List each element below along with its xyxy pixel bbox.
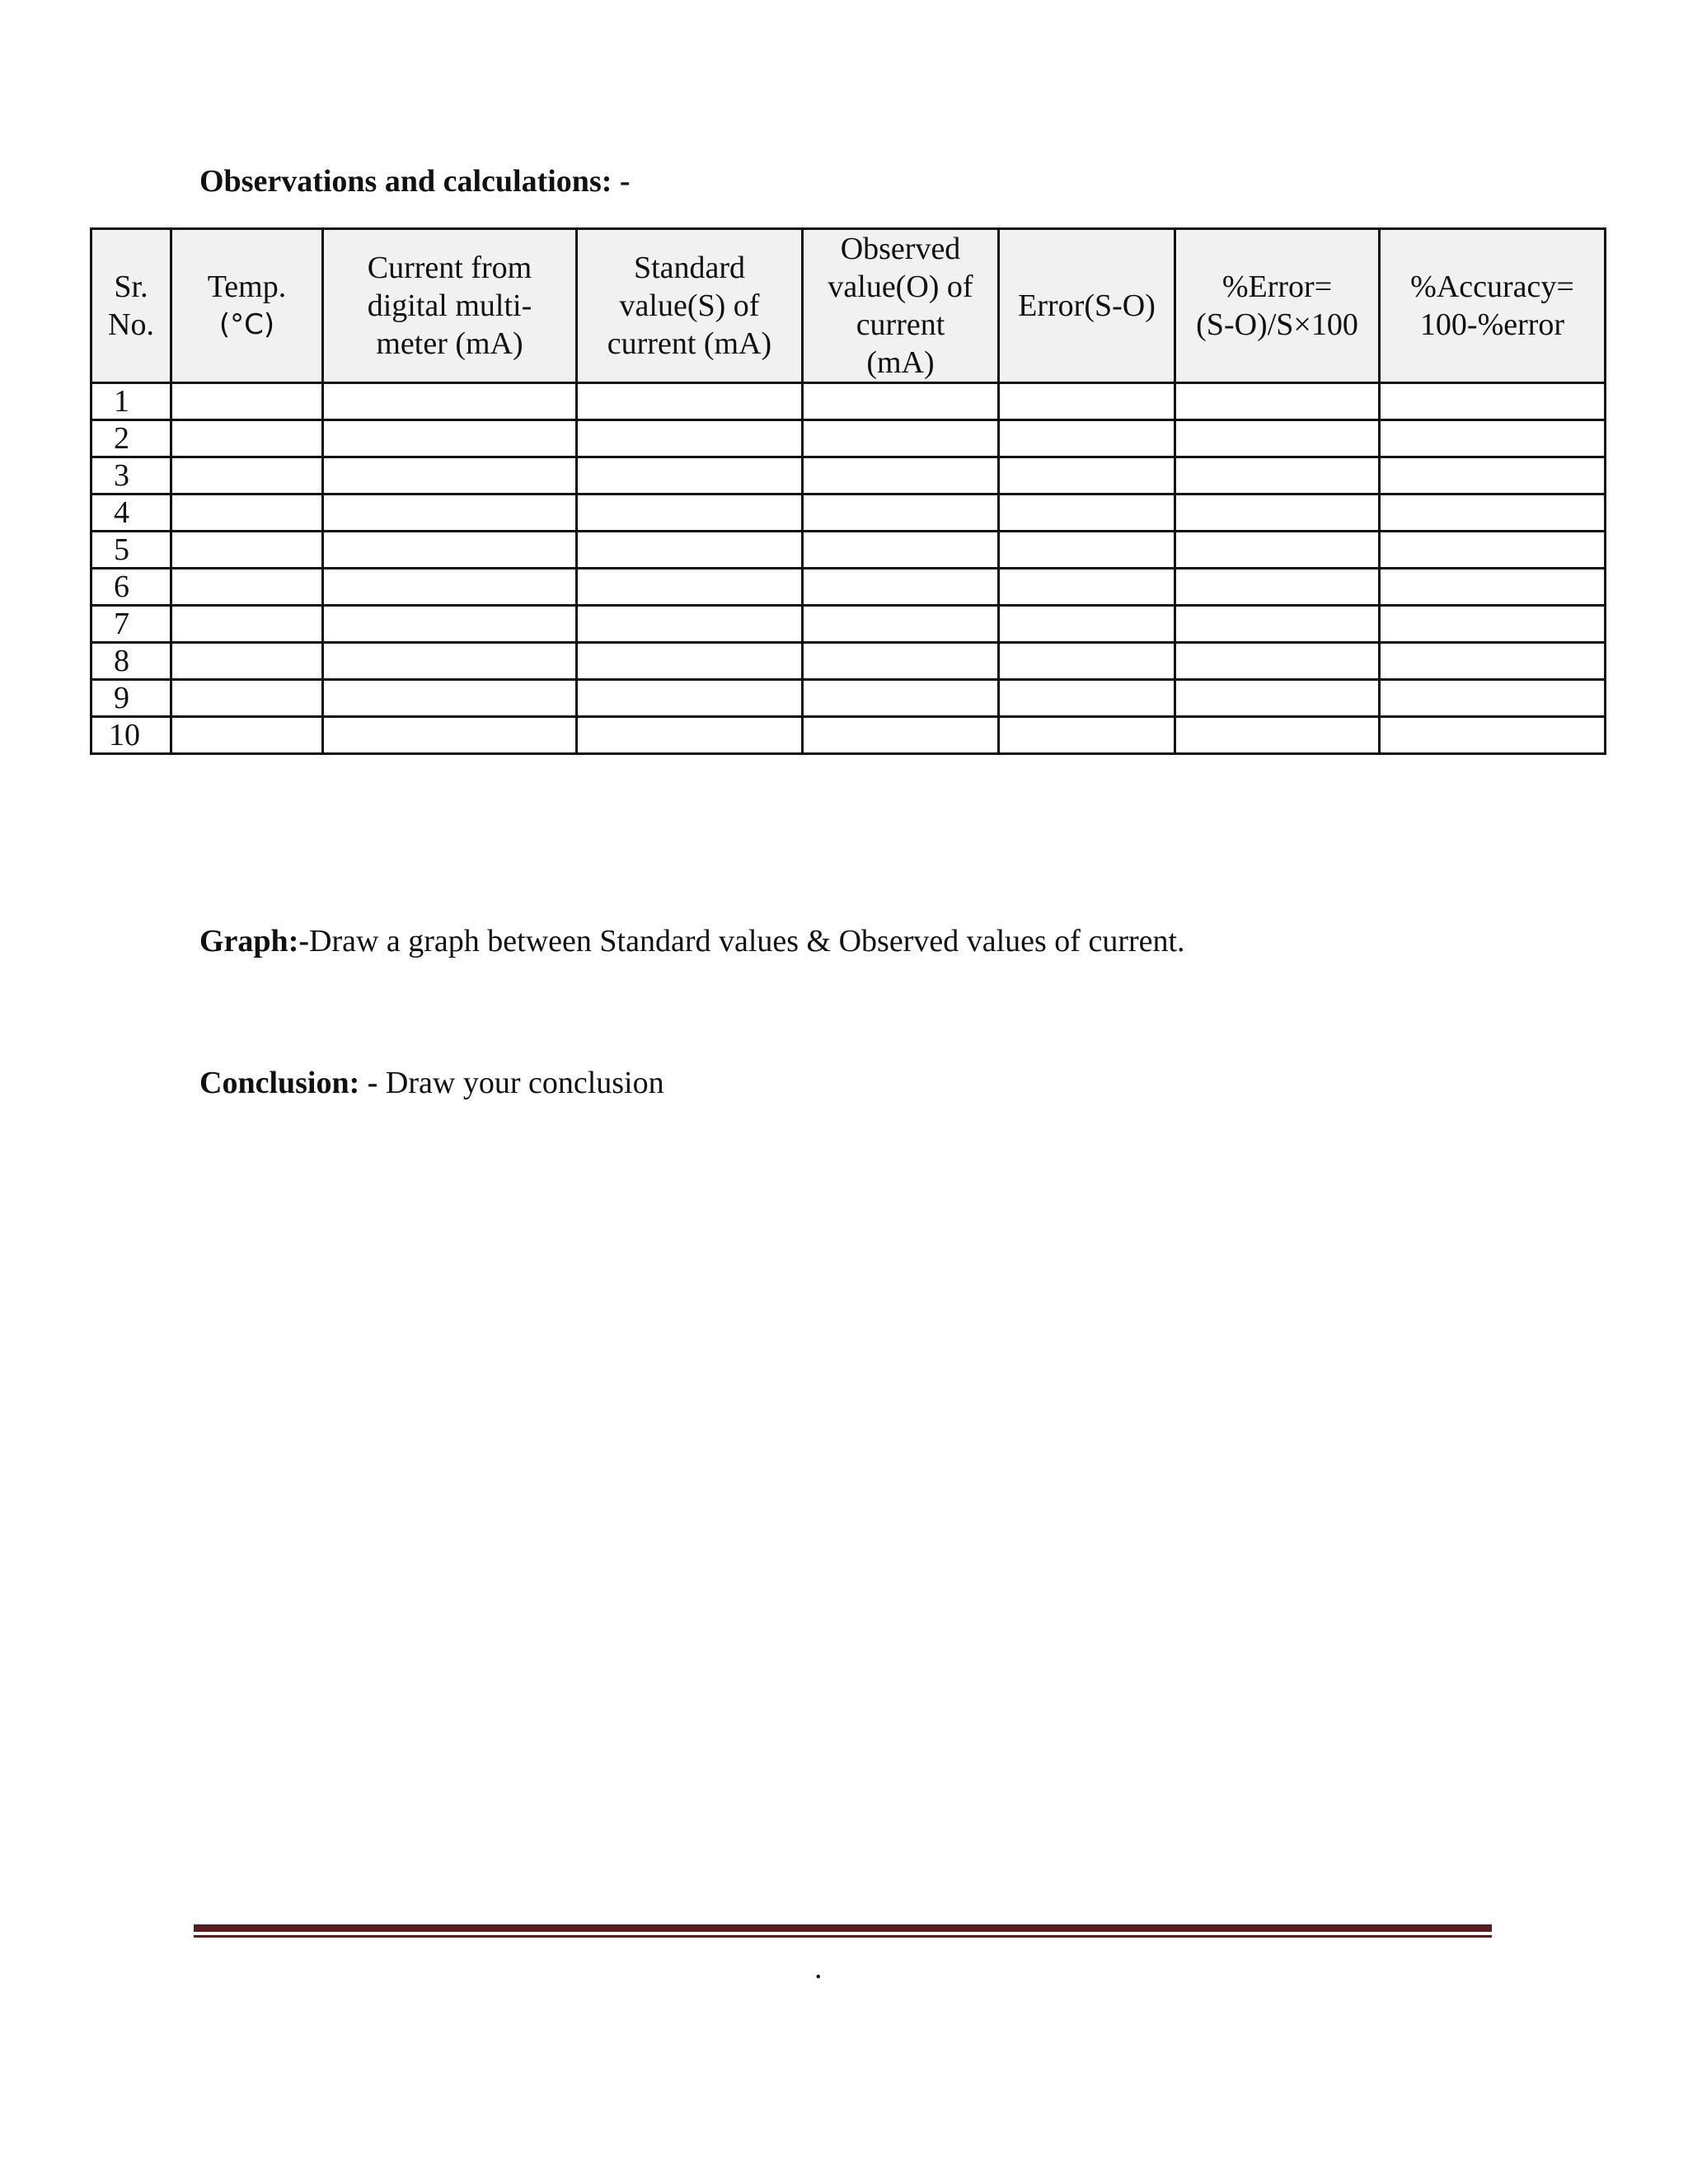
graph-text: Draw a graph between Standard values & Observed values of current. xyxy=(309,924,1185,958)
blank-entry-cell xyxy=(1175,606,1380,643)
blank-entry-cell xyxy=(171,569,323,606)
header-percent-error: %Error= (S-O)/S×100 xyxy=(1175,229,1380,383)
table-row xyxy=(91,383,1606,420)
blank-entry-cell xyxy=(1175,717,1380,754)
blank-entry-cell xyxy=(1380,383,1606,420)
section-heading: Observations and calculations: - xyxy=(199,164,631,199)
observations-table xyxy=(90,227,1606,755)
blank-entry-cell xyxy=(1380,494,1606,532)
header-current-dmm: Current from digital multi- meter (mA) xyxy=(323,229,577,383)
blank-entry-cell xyxy=(323,643,577,680)
blank-entry-cell xyxy=(577,680,803,717)
blank-entry-cell xyxy=(803,606,999,643)
blank-entry-cell xyxy=(323,383,577,420)
blank-entry-cell xyxy=(1175,532,1380,569)
blank-entry-cell xyxy=(171,680,323,717)
blank-entry-cell xyxy=(803,643,999,680)
blank-entry-cell xyxy=(803,383,999,420)
blank-entry-cell xyxy=(171,420,323,457)
conclusion-text: Draw your conclusion xyxy=(377,1066,664,1100)
header-temperature: Temp. (°C) xyxy=(171,229,323,383)
conclusion-label: Conclusion: - xyxy=(199,1066,378,1100)
sr-no-cell: 2 xyxy=(91,420,171,457)
blank-entry-cell xyxy=(323,532,577,569)
blank-entry-cell xyxy=(1175,680,1380,717)
blank-entry-cell xyxy=(577,457,803,494)
blank-entry-cell xyxy=(1380,717,1606,754)
sr-no-cell: 5 xyxy=(91,532,171,569)
blank-entry-cell xyxy=(323,569,577,606)
blank-entry-cell xyxy=(1380,457,1606,494)
blank-entry-cell xyxy=(1380,420,1606,457)
blank-entry-cell xyxy=(171,457,323,494)
sr-no-cell: 7 xyxy=(91,606,171,643)
header-sr-no: Sr. No. xyxy=(91,229,171,383)
blank-entry-cell xyxy=(803,457,999,494)
sr-no-cell: 3 xyxy=(91,457,171,494)
table-row xyxy=(91,532,1606,569)
blank-entry-cell xyxy=(999,717,1175,754)
blank-entry-cell xyxy=(171,494,323,532)
blank-entry-cell xyxy=(171,383,323,420)
footer-rule xyxy=(194,1924,1492,1932)
blank-entry-cell xyxy=(577,643,803,680)
sr-no-cell: 10 xyxy=(91,717,171,754)
blank-entry-cell xyxy=(323,494,577,532)
blank-entry-cell xyxy=(1175,494,1380,532)
blank-entry-cell xyxy=(1380,680,1606,717)
header-percent-accuracy: %Accuracy= 100-%error xyxy=(1380,229,1606,383)
blank-entry-cell xyxy=(803,494,999,532)
blank-entry-cell xyxy=(999,606,1175,643)
blank-entry-cell xyxy=(999,643,1175,680)
blank-entry-cell xyxy=(577,494,803,532)
blank-entry-cell xyxy=(577,420,803,457)
blank-entry-cell xyxy=(323,457,577,494)
blank-entry-cell xyxy=(1175,643,1380,680)
blank-entry-cell xyxy=(1175,383,1380,420)
table-row xyxy=(91,420,1606,457)
blank-entry-cell xyxy=(999,494,1175,532)
blank-entry-cell xyxy=(803,569,999,606)
blank-entry-cell xyxy=(323,717,577,754)
blank-entry-cell xyxy=(323,420,577,457)
blank-entry-cell xyxy=(1175,420,1380,457)
footer-rule-thin xyxy=(194,1935,1492,1938)
blank-entry-cell xyxy=(171,643,323,680)
blank-entry-cell xyxy=(1380,532,1606,569)
sr-no-cell: 9 xyxy=(91,680,171,717)
table-row xyxy=(91,494,1606,532)
table-row xyxy=(91,717,1606,754)
table-header-row xyxy=(91,229,1606,383)
blank-entry-cell xyxy=(803,717,999,754)
blank-entry-cell xyxy=(171,717,323,754)
blank-entry-cell xyxy=(1380,569,1606,606)
conclusion-instruction xyxy=(199,1063,664,1103)
blank-entry-cell xyxy=(1175,457,1380,494)
header-observed-value: Observed value(O) of current (mA) xyxy=(803,229,999,383)
blank-entry-cell xyxy=(999,420,1175,457)
table-row xyxy=(91,457,1606,494)
header-error: Error(S-O) xyxy=(999,229,1175,383)
blank-entry-cell xyxy=(323,606,577,643)
blank-entry-cell xyxy=(999,457,1175,494)
blank-entry-cell xyxy=(577,606,803,643)
blank-entry-cell xyxy=(171,532,323,569)
table-row xyxy=(91,643,1606,680)
blank-entry-cell xyxy=(1380,643,1606,680)
blank-entry-cell xyxy=(577,383,803,420)
blank-entry-cell xyxy=(803,680,999,717)
sr-no-cell: 8 xyxy=(91,643,171,680)
graph-instruction xyxy=(199,921,1185,961)
blank-entry-cell xyxy=(999,383,1175,420)
table-body xyxy=(91,383,1606,754)
footer-dot: . xyxy=(814,1951,823,1985)
blank-entry-cell xyxy=(577,532,803,569)
blank-entry-cell xyxy=(999,532,1175,569)
blank-entry-cell xyxy=(171,606,323,643)
blank-entry-cell xyxy=(803,532,999,569)
blank-entry-cell xyxy=(999,569,1175,606)
sr-no-cell: 4 xyxy=(91,494,171,532)
sr-no-cell: 1 xyxy=(91,383,171,420)
blank-entry-cell xyxy=(323,680,577,717)
table-row xyxy=(91,680,1606,717)
table-row xyxy=(91,569,1606,606)
blank-entry-cell xyxy=(803,420,999,457)
blank-entry-cell xyxy=(999,680,1175,717)
blank-entry-cell xyxy=(1175,569,1380,606)
header-standard-value: Standard value(S) of current (mA) xyxy=(577,229,803,383)
table-row xyxy=(91,606,1606,643)
blank-entry-cell xyxy=(577,717,803,754)
graph-label: Graph:- xyxy=(199,924,309,958)
blank-entry-cell xyxy=(1380,606,1606,643)
blank-entry-cell xyxy=(577,569,803,606)
sr-no-cell: 6 xyxy=(91,569,171,606)
